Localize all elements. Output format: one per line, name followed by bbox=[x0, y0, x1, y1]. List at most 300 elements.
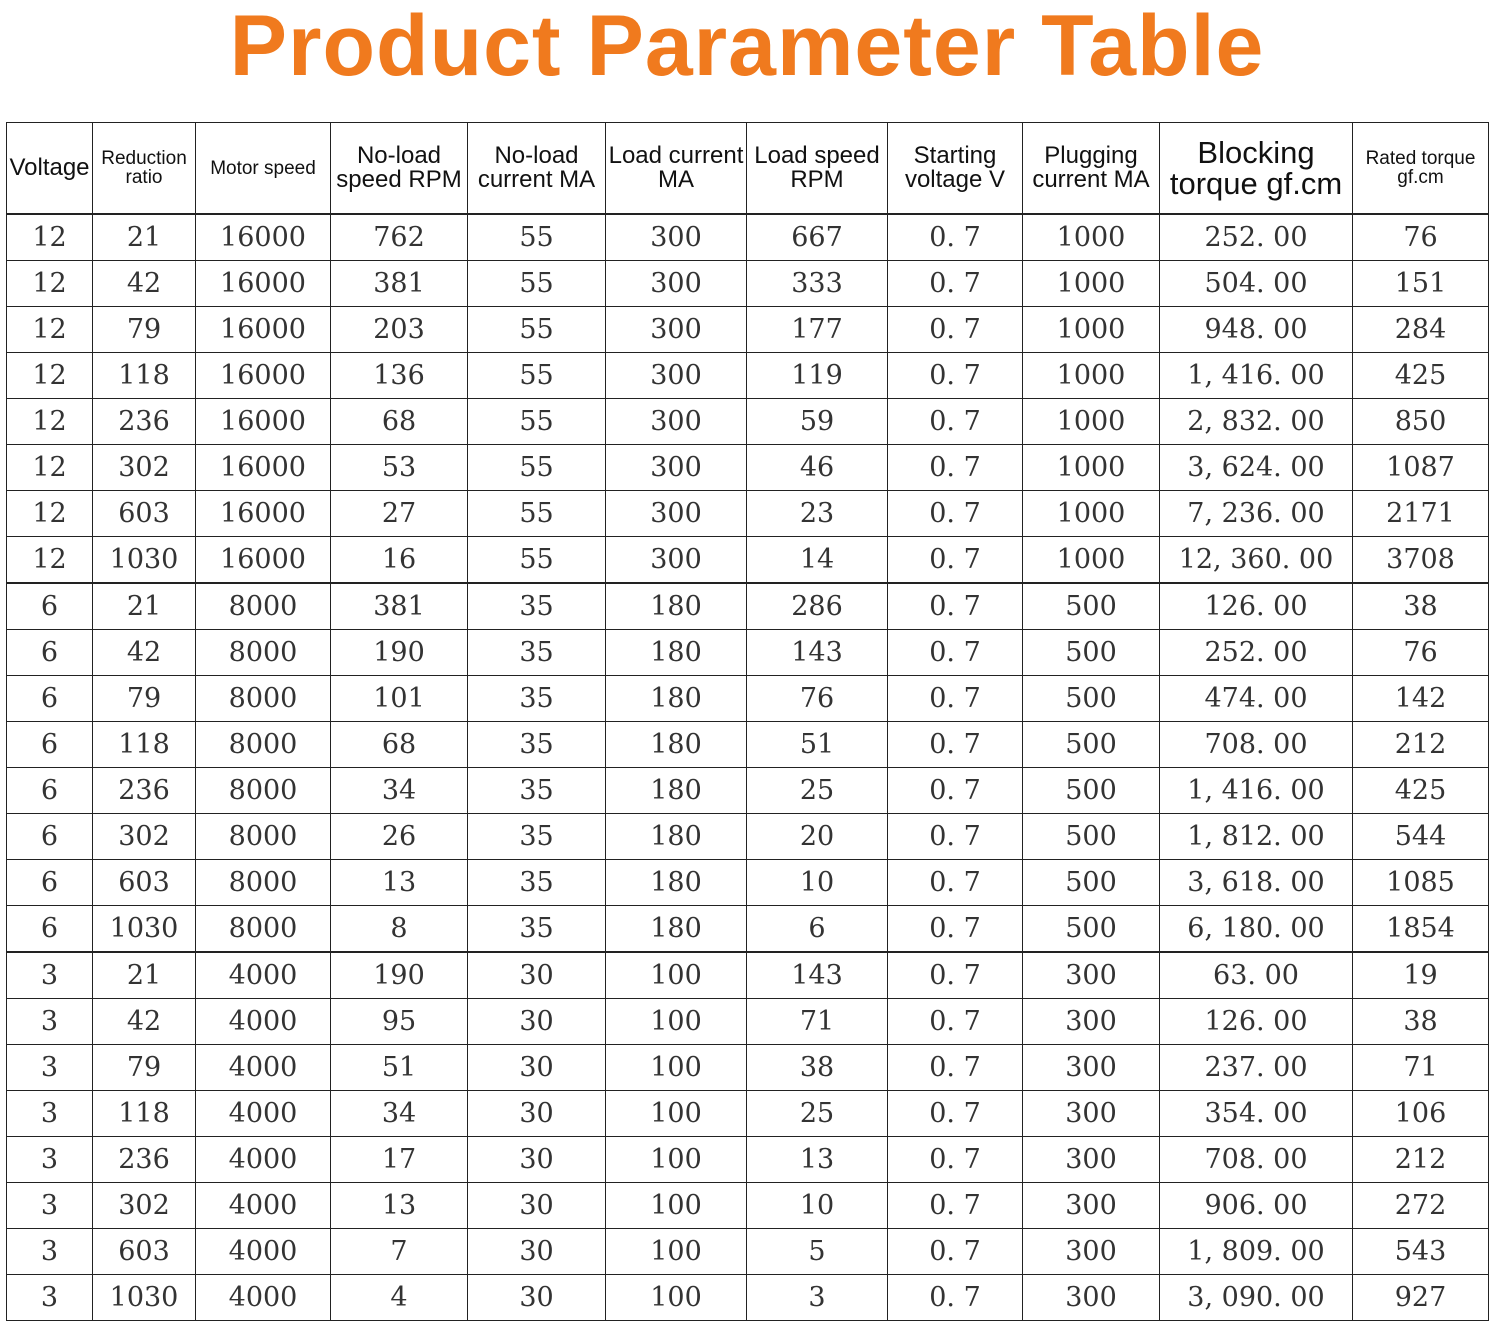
cell-no-load-speed: 203 bbox=[331, 307, 468, 353]
header-starting-voltage: Starting voltage V bbox=[888, 123, 1023, 215]
cell-load-current: 180 bbox=[606, 630, 747, 676]
cell-blocking-torque: 1, 809. 00 bbox=[1160, 1229, 1353, 1275]
cell-rated-torque: 272 bbox=[1353, 1183, 1489, 1229]
cell-reduction-ratio: 42 bbox=[93, 999, 196, 1045]
cell-reduction-ratio: 21 bbox=[93, 583, 196, 630]
cell-no-load-current: 55 bbox=[468, 537, 606, 584]
cell-blocking-torque: 252. 00 bbox=[1160, 214, 1353, 261]
cell-motor-speed: 16000 bbox=[196, 307, 331, 353]
cell-reduction-ratio: 302 bbox=[93, 445, 196, 491]
cell-plugging-current: 1000 bbox=[1023, 445, 1160, 491]
cell-starting-voltage: 0. 7 bbox=[888, 214, 1023, 261]
cell-plugging-current: 500 bbox=[1023, 583, 1160, 630]
cell-reduction-ratio: 236 bbox=[93, 399, 196, 445]
cell-motor-speed: 8000 bbox=[196, 630, 331, 676]
cell-load-speed: 23 bbox=[747, 491, 888, 537]
cell-rated-torque: 284 bbox=[1353, 307, 1489, 353]
cell-no-load-speed: 762 bbox=[331, 214, 468, 261]
table-row bbox=[7, 537, 1489, 584]
cell-reduction-ratio: 1030 bbox=[93, 906, 196, 953]
cell-starting-voltage: 0. 7 bbox=[888, 906, 1023, 953]
cell-blocking-torque: 12, 360. 00 bbox=[1160, 537, 1353, 584]
cell-reduction-ratio: 21 bbox=[93, 214, 196, 261]
cell-load-current: 180 bbox=[606, 676, 747, 722]
table-row bbox=[7, 399, 1489, 445]
cell-plugging-current: 500 bbox=[1023, 768, 1160, 814]
cell-no-load-speed: 190 bbox=[331, 630, 468, 676]
cell-no-load-current: 55 bbox=[468, 399, 606, 445]
cell-starting-voltage: 0. 7 bbox=[888, 768, 1023, 814]
cell-voltage: 6 bbox=[7, 768, 93, 814]
cell-blocking-torque: 1, 416. 00 bbox=[1160, 768, 1353, 814]
header-voltage: Voltage bbox=[7, 123, 93, 215]
header-reduction-ratio: Reduction ratio bbox=[93, 123, 196, 215]
cell-load-current: 100 bbox=[606, 1183, 747, 1229]
cell-motor-speed: 4000 bbox=[196, 952, 331, 999]
cell-no-load-current: 35 bbox=[468, 814, 606, 860]
cell-rated-torque: 2171 bbox=[1353, 491, 1489, 537]
cell-motor-speed: 16000 bbox=[196, 491, 331, 537]
cell-load-current: 100 bbox=[606, 1091, 747, 1137]
cell-voltage: 12 bbox=[7, 399, 93, 445]
cell-voltage: 12 bbox=[7, 307, 93, 353]
cell-rated-torque: 212 bbox=[1353, 722, 1489, 768]
cell-load-speed: 3 bbox=[747, 1275, 888, 1321]
cell-motor-speed: 8000 bbox=[196, 768, 331, 814]
cell-load-speed: 5 bbox=[747, 1229, 888, 1275]
table-row bbox=[7, 261, 1489, 307]
cell-no-load-speed: 17 bbox=[331, 1137, 468, 1183]
cell-plugging-current: 500 bbox=[1023, 860, 1160, 906]
cell-blocking-torque: 126. 00 bbox=[1160, 999, 1353, 1045]
cell-load-current: 180 bbox=[606, 860, 747, 906]
cell-load-current: 100 bbox=[606, 1275, 747, 1321]
cell-no-load-speed: 4 bbox=[331, 1275, 468, 1321]
header-plugging-current: Plugging current MA bbox=[1023, 123, 1160, 215]
cell-plugging-current: 1000 bbox=[1023, 307, 1160, 353]
cell-voltage: 12 bbox=[7, 353, 93, 399]
cell-voltage: 6 bbox=[7, 906, 93, 953]
cell-voltage: 3 bbox=[7, 1229, 93, 1275]
cell-rated-torque: 106 bbox=[1353, 1091, 1489, 1137]
cell-reduction-ratio: 118 bbox=[93, 353, 196, 399]
cell-starting-voltage: 0. 7 bbox=[888, 583, 1023, 630]
table-row bbox=[7, 583, 1489, 630]
cell-rated-torque: 927 bbox=[1353, 1275, 1489, 1321]
cell-load-current: 180 bbox=[606, 583, 747, 630]
cell-load-speed: 71 bbox=[747, 999, 888, 1045]
cell-no-load-current: 55 bbox=[468, 353, 606, 399]
cell-no-load-current: 35 bbox=[468, 630, 606, 676]
cell-starting-voltage: 0. 7 bbox=[888, 1137, 1023, 1183]
cell-reduction-ratio: 42 bbox=[93, 630, 196, 676]
cell-no-load-current: 30 bbox=[468, 999, 606, 1045]
cell-load-speed: 119 bbox=[747, 353, 888, 399]
cell-voltage: 12 bbox=[7, 491, 93, 537]
page-title: Product Parameter Table bbox=[229, 0, 1265, 94]
cell-no-load-speed: 136 bbox=[331, 353, 468, 399]
cell-plugging-current: 500 bbox=[1023, 814, 1160, 860]
cell-starting-voltage: 0. 7 bbox=[888, 999, 1023, 1045]
cell-plugging-current: 300 bbox=[1023, 1045, 1160, 1091]
cell-no-load-current: 55 bbox=[468, 261, 606, 307]
cell-starting-voltage: 0. 7 bbox=[888, 399, 1023, 445]
cell-motor-speed: 4000 bbox=[196, 1091, 331, 1137]
header-load-speed: Load speed RPM bbox=[747, 123, 888, 215]
cell-starting-voltage: 0. 7 bbox=[888, 1045, 1023, 1091]
cell-load-speed: 333 bbox=[747, 261, 888, 307]
cell-starting-voltage: 0. 7 bbox=[888, 630, 1023, 676]
cell-load-speed: 286 bbox=[747, 583, 888, 630]
cell-voltage: 12 bbox=[7, 261, 93, 307]
table-row bbox=[7, 1275, 1489, 1321]
cell-no-load-current: 30 bbox=[468, 1137, 606, 1183]
header-blocking-torque: Blocking torque gf.cm bbox=[1160, 123, 1353, 215]
cell-motor-speed: 16000 bbox=[196, 214, 331, 261]
cell-rated-torque: 1085 bbox=[1353, 860, 1489, 906]
cell-rated-torque: 212 bbox=[1353, 1137, 1489, 1183]
cell-blocking-torque: 3, 090. 00 bbox=[1160, 1275, 1353, 1321]
cell-blocking-torque: 708. 00 bbox=[1160, 1137, 1353, 1183]
cell-blocking-torque: 708. 00 bbox=[1160, 722, 1353, 768]
cell-starting-voltage: 0. 7 bbox=[888, 860, 1023, 906]
cell-rated-torque: 76 bbox=[1353, 214, 1489, 261]
cell-no-load-speed: 53 bbox=[331, 445, 468, 491]
cell-motor-speed: 8000 bbox=[196, 676, 331, 722]
cell-voltage: 3 bbox=[7, 1045, 93, 1091]
cell-load-speed: 25 bbox=[747, 768, 888, 814]
cell-starting-voltage: 0. 7 bbox=[888, 445, 1023, 491]
cell-motor-speed: 4000 bbox=[196, 1045, 331, 1091]
cell-starting-voltage: 0. 7 bbox=[888, 676, 1023, 722]
cell-no-load-current: 30 bbox=[468, 1275, 606, 1321]
cell-blocking-torque: 237. 00 bbox=[1160, 1045, 1353, 1091]
cell-plugging-current: 1000 bbox=[1023, 399, 1160, 445]
cell-blocking-torque: 504. 00 bbox=[1160, 261, 1353, 307]
cell-reduction-ratio: 236 bbox=[93, 768, 196, 814]
cell-rated-torque: 425 bbox=[1353, 353, 1489, 399]
cell-no-load-current: 55 bbox=[468, 491, 606, 537]
cell-load-speed: 76 bbox=[747, 676, 888, 722]
cell-voltage: 3 bbox=[7, 1183, 93, 1229]
cell-load-current: 100 bbox=[606, 1229, 747, 1275]
cell-blocking-torque: 354. 00 bbox=[1160, 1091, 1353, 1137]
cell-rated-torque: 19 bbox=[1353, 952, 1489, 999]
cell-load-current: 180 bbox=[606, 768, 747, 814]
cell-blocking-torque: 126. 00 bbox=[1160, 583, 1353, 630]
table-row bbox=[7, 722, 1489, 768]
cell-no-load-speed: 13 bbox=[331, 860, 468, 906]
cell-voltage: 3 bbox=[7, 1275, 93, 1321]
cell-reduction-ratio: 1030 bbox=[93, 537, 196, 584]
cell-plugging-current: 500 bbox=[1023, 906, 1160, 953]
cell-load-current: 300 bbox=[606, 399, 747, 445]
cell-load-current: 300 bbox=[606, 307, 747, 353]
cell-blocking-torque: 3, 618. 00 bbox=[1160, 860, 1353, 906]
cell-reduction-ratio: 302 bbox=[93, 1183, 196, 1229]
cell-plugging-current: 500 bbox=[1023, 676, 1160, 722]
cell-rated-torque: 142 bbox=[1353, 676, 1489, 722]
cell-voltage: 6 bbox=[7, 630, 93, 676]
cell-starting-voltage: 0. 7 bbox=[888, 491, 1023, 537]
table-row bbox=[7, 445, 1489, 491]
parameter-table bbox=[6, 122, 1489, 1321]
cell-voltage: 12 bbox=[7, 537, 93, 584]
cell-plugging-current: 300 bbox=[1023, 1137, 1160, 1183]
cell-no-load-current: 35 bbox=[468, 906, 606, 953]
cell-no-load-speed: 13 bbox=[331, 1183, 468, 1229]
cell-load-speed: 10 bbox=[747, 1183, 888, 1229]
cell-no-load-current: 35 bbox=[468, 583, 606, 630]
cell-plugging-current: 1000 bbox=[1023, 214, 1160, 261]
cell-load-speed: 177 bbox=[747, 307, 888, 353]
cell-load-speed: 143 bbox=[747, 630, 888, 676]
cell-no-load-current: 35 bbox=[468, 722, 606, 768]
header-rated-torque: Rated torque gf.cm bbox=[1353, 123, 1489, 215]
header-no-load-current: No-load current MA bbox=[468, 123, 606, 215]
cell-no-load-speed: 68 bbox=[331, 399, 468, 445]
cell-load-speed: 10 bbox=[747, 860, 888, 906]
cell-voltage: 6 bbox=[7, 860, 93, 906]
cell-reduction-ratio: 79 bbox=[93, 676, 196, 722]
cell-no-load-speed: 27 bbox=[331, 491, 468, 537]
cell-no-load-speed: 8 bbox=[331, 906, 468, 953]
cell-no-load-speed: 101 bbox=[331, 676, 468, 722]
cell-no-load-speed: 7 bbox=[331, 1229, 468, 1275]
cell-starting-voltage: 0. 7 bbox=[888, 1183, 1023, 1229]
table-row bbox=[7, 353, 1489, 399]
cell-motor-speed: 16000 bbox=[196, 399, 331, 445]
cell-no-load-current: 30 bbox=[468, 1045, 606, 1091]
cell-blocking-torque: 1, 812. 00 bbox=[1160, 814, 1353, 860]
cell-plugging-current: 300 bbox=[1023, 999, 1160, 1045]
cell-motor-speed: 4000 bbox=[196, 999, 331, 1045]
cell-reduction-ratio: 603 bbox=[93, 1229, 196, 1275]
cell-reduction-ratio: 118 bbox=[93, 1091, 196, 1137]
cell-load-current: 180 bbox=[606, 722, 747, 768]
cell-motor-speed: 4000 bbox=[196, 1137, 331, 1183]
cell-plugging-current: 500 bbox=[1023, 722, 1160, 768]
cell-motor-speed: 16000 bbox=[196, 353, 331, 399]
cell-plugging-current: 500 bbox=[1023, 630, 1160, 676]
cell-reduction-ratio: 42 bbox=[93, 261, 196, 307]
cell-reduction-ratio: 79 bbox=[93, 1045, 196, 1091]
cell-starting-voltage: 0. 7 bbox=[888, 1091, 1023, 1137]
cell-starting-voltage: 0. 7 bbox=[888, 537, 1023, 584]
cell-voltage: 12 bbox=[7, 445, 93, 491]
cell-load-speed: 13 bbox=[747, 1137, 888, 1183]
header-load-current: Load current MA bbox=[606, 123, 747, 215]
cell-reduction-ratio: 603 bbox=[93, 491, 196, 537]
table-body bbox=[7, 214, 1489, 1321]
cell-no-load-speed: 34 bbox=[331, 1091, 468, 1137]
cell-load-current: 180 bbox=[606, 814, 747, 860]
cell-plugging-current: 1000 bbox=[1023, 261, 1160, 307]
cell-load-current: 300 bbox=[606, 353, 747, 399]
cell-no-load-speed: 381 bbox=[331, 261, 468, 307]
table-row bbox=[7, 906, 1489, 953]
cell-load-current: 300 bbox=[606, 214, 747, 261]
cell-starting-voltage: 0. 7 bbox=[888, 353, 1023, 399]
header-motor-speed: Motor speed bbox=[196, 123, 331, 215]
cell-load-current: 300 bbox=[606, 537, 747, 584]
cell-no-load-current: 35 bbox=[468, 860, 606, 906]
cell-load-speed: 14 bbox=[747, 537, 888, 584]
cell-rated-torque: 38 bbox=[1353, 999, 1489, 1045]
cell-plugging-current: 300 bbox=[1023, 1183, 1160, 1229]
cell-blocking-torque: 3, 624. 00 bbox=[1160, 445, 1353, 491]
cell-no-load-current: 55 bbox=[468, 214, 606, 261]
table-row bbox=[7, 860, 1489, 906]
cell-reduction-ratio: 79 bbox=[93, 307, 196, 353]
table-row bbox=[7, 814, 1489, 860]
cell-voltage: 12 bbox=[7, 214, 93, 261]
cell-voltage: 6 bbox=[7, 583, 93, 630]
cell-motor-speed: 16000 bbox=[196, 445, 331, 491]
cell-blocking-torque: 1, 416. 00 bbox=[1160, 353, 1353, 399]
cell-no-load-current: 30 bbox=[468, 1091, 606, 1137]
table-row bbox=[7, 630, 1489, 676]
cell-no-load-speed: 34 bbox=[331, 768, 468, 814]
cell-motor-speed: 16000 bbox=[196, 261, 331, 307]
cell-load-current: 300 bbox=[606, 445, 747, 491]
cell-rated-torque: 3708 bbox=[1353, 537, 1489, 584]
cell-load-speed: 46 bbox=[747, 445, 888, 491]
cell-rated-torque: 151 bbox=[1353, 261, 1489, 307]
cell-blocking-torque: 2, 832. 00 bbox=[1160, 399, 1353, 445]
cell-no-load-current: 35 bbox=[468, 768, 606, 814]
cell-rated-torque: 425 bbox=[1353, 768, 1489, 814]
cell-blocking-torque: 948. 00 bbox=[1160, 307, 1353, 353]
cell-reduction-ratio: 21 bbox=[93, 952, 196, 999]
cell-plugging-current: 1000 bbox=[1023, 353, 1160, 399]
cell-load-speed: 38 bbox=[747, 1045, 888, 1091]
cell-rated-torque: 1087 bbox=[1353, 445, 1489, 491]
header-row bbox=[7, 123, 1489, 215]
cell-load-speed: 667 bbox=[747, 214, 888, 261]
cell-starting-voltage: 0. 7 bbox=[888, 1275, 1023, 1321]
cell-motor-speed: 4000 bbox=[196, 1183, 331, 1229]
cell-starting-voltage: 0. 7 bbox=[888, 952, 1023, 999]
cell-plugging-current: 1000 bbox=[1023, 491, 1160, 537]
cell-voltage: 3 bbox=[7, 1137, 93, 1183]
cell-no-load-speed: 68 bbox=[331, 722, 468, 768]
table-row bbox=[7, 491, 1489, 537]
table-row bbox=[7, 768, 1489, 814]
cell-load-speed: 59 bbox=[747, 399, 888, 445]
cell-motor-speed: 8000 bbox=[196, 583, 331, 630]
cell-load-speed: 51 bbox=[747, 722, 888, 768]
cell-motor-speed: 16000 bbox=[196, 537, 331, 584]
cell-load-current: 100 bbox=[606, 952, 747, 999]
cell-blocking-torque: 252. 00 bbox=[1160, 630, 1353, 676]
cell-voltage: 3 bbox=[7, 952, 93, 999]
cell-load-current: 100 bbox=[606, 1045, 747, 1091]
cell-starting-voltage: 0. 7 bbox=[888, 261, 1023, 307]
cell-load-current: 100 bbox=[606, 999, 747, 1045]
cell-load-current: 180 bbox=[606, 906, 747, 953]
cell-voltage: 6 bbox=[7, 676, 93, 722]
table-row bbox=[7, 952, 1489, 999]
cell-reduction-ratio: 1030 bbox=[93, 1275, 196, 1321]
cell-no-load-speed: 95 bbox=[331, 999, 468, 1045]
table-row bbox=[7, 999, 1489, 1045]
table-row bbox=[7, 1183, 1489, 1229]
cell-reduction-ratio: 118 bbox=[93, 722, 196, 768]
cell-plugging-current: 300 bbox=[1023, 952, 1160, 999]
cell-reduction-ratio: 603 bbox=[93, 860, 196, 906]
cell-no-load-speed: 51 bbox=[331, 1045, 468, 1091]
cell-plugging-current: 300 bbox=[1023, 1229, 1160, 1275]
cell-voltage: 3 bbox=[7, 999, 93, 1045]
cell-starting-voltage: 0. 7 bbox=[888, 814, 1023, 860]
cell-no-load-speed: 190 bbox=[331, 952, 468, 999]
cell-no-load-current: 30 bbox=[468, 1229, 606, 1275]
cell-voltage: 6 bbox=[7, 814, 93, 860]
cell-plugging-current: 300 bbox=[1023, 1275, 1160, 1321]
cell-load-speed: 6 bbox=[747, 906, 888, 953]
cell-no-load-current: 30 bbox=[468, 952, 606, 999]
cell-load-current: 300 bbox=[606, 261, 747, 307]
table-row bbox=[7, 676, 1489, 722]
cell-load-current: 300 bbox=[606, 491, 747, 537]
cell-no-load-current: 55 bbox=[468, 445, 606, 491]
cell-no-load-speed: 26 bbox=[331, 814, 468, 860]
cell-reduction-ratio: 236 bbox=[93, 1137, 196, 1183]
table-row bbox=[7, 1229, 1489, 1275]
cell-blocking-torque: 474. 00 bbox=[1160, 676, 1353, 722]
cell-blocking-torque: 906. 00 bbox=[1160, 1183, 1353, 1229]
cell-voltage: 3 bbox=[7, 1091, 93, 1137]
cell-starting-voltage: 0. 7 bbox=[888, 722, 1023, 768]
table-row bbox=[7, 1091, 1489, 1137]
cell-no-load-speed: 16 bbox=[331, 537, 468, 584]
cell-motor-speed: 8000 bbox=[196, 860, 331, 906]
cell-no-load-speed: 381 bbox=[331, 583, 468, 630]
cell-load-speed: 20 bbox=[747, 814, 888, 860]
cell-motor-speed: 4000 bbox=[196, 1229, 331, 1275]
cell-rated-torque: 850 bbox=[1353, 399, 1489, 445]
cell-rated-torque: 71 bbox=[1353, 1045, 1489, 1091]
cell-motor-speed: 8000 bbox=[196, 722, 331, 768]
cell-plugging-current: 1000 bbox=[1023, 537, 1160, 584]
cell-load-speed: 143 bbox=[747, 952, 888, 999]
table-row bbox=[7, 1137, 1489, 1183]
cell-blocking-torque: 6, 180. 00 bbox=[1160, 906, 1353, 953]
cell-no-load-current: 55 bbox=[468, 307, 606, 353]
cell-rated-torque: 38 bbox=[1353, 583, 1489, 630]
cell-motor-speed: 4000 bbox=[196, 1275, 331, 1321]
table-row bbox=[7, 307, 1489, 353]
cell-no-load-current: 30 bbox=[468, 1183, 606, 1229]
cell-plugging-current: 300 bbox=[1023, 1091, 1160, 1137]
cell-voltage: 6 bbox=[7, 722, 93, 768]
cell-rated-torque: 543 bbox=[1353, 1229, 1489, 1275]
cell-starting-voltage: 0. 7 bbox=[888, 307, 1023, 353]
cell-rated-torque: 544 bbox=[1353, 814, 1489, 860]
table-row bbox=[7, 214, 1489, 261]
header-no-load-speed: No-load speed RPM bbox=[331, 123, 468, 215]
cell-load-current: 100 bbox=[606, 1137, 747, 1183]
cell-motor-speed: 8000 bbox=[196, 906, 331, 953]
cell-rated-torque: 76 bbox=[1353, 630, 1489, 676]
cell-reduction-ratio: 302 bbox=[93, 814, 196, 860]
table-row bbox=[7, 1045, 1489, 1091]
cell-rated-torque: 1854 bbox=[1353, 906, 1489, 953]
cell-starting-voltage: 0. 7 bbox=[888, 1229, 1023, 1275]
cell-load-speed: 25 bbox=[747, 1091, 888, 1137]
cell-motor-speed: 8000 bbox=[196, 814, 331, 860]
